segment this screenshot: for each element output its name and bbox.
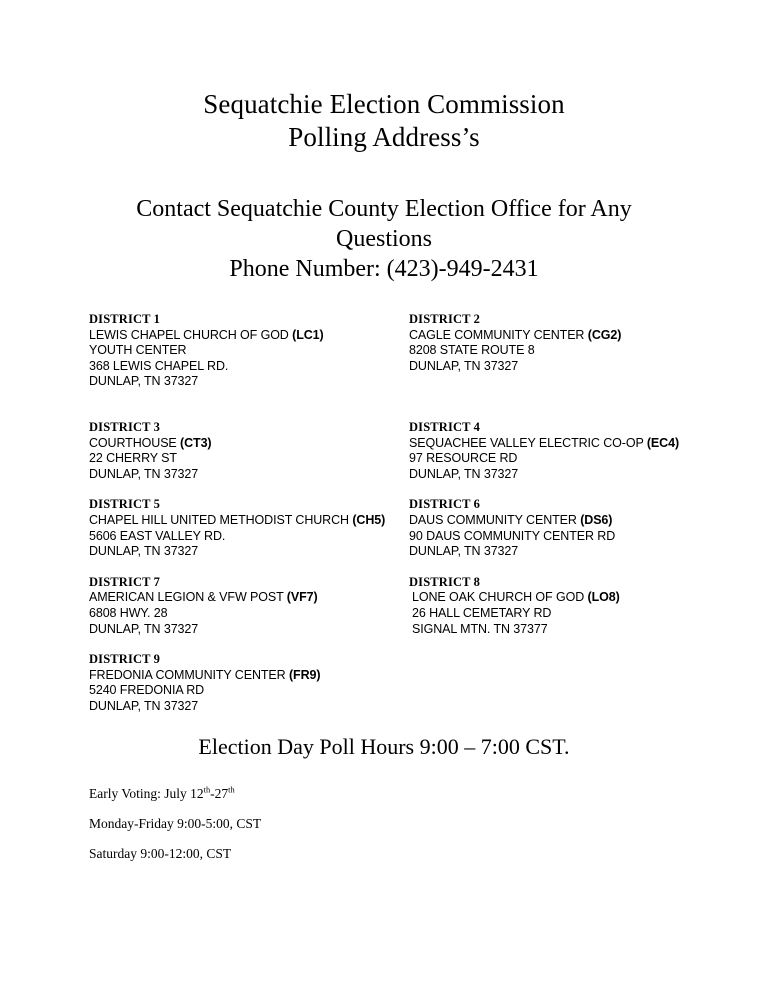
- title-line-2: Polling Address’s: [288, 122, 480, 152]
- district-venue-line: [409, 513, 689, 529]
- district-block-7: [89, 575, 409, 637]
- address-line: YOUTH CENTER: [89, 343, 187, 358]
- venue-name: CAGLE COMMUNITY CENTER: [409, 327, 588, 342]
- address-line: DUNLAP, TN 37327: [89, 466, 199, 481]
- row-spacer: [89, 390, 689, 420]
- saturday-hours: Saturday 9:00-12:00, CST: [89, 846, 232, 861]
- venue-name: FREDONIA COMMUNITY CENTER: [89, 667, 289, 682]
- venue-name: DAUS COMMUNITY CENTER: [409, 512, 581, 527]
- district-column-right: [409, 312, 689, 374]
- district-block-5: [89, 497, 409, 559]
- district-column-left: [89, 312, 409, 390]
- poll-hours-notice: Election Day Poll Hours 9:00 – 7:00 CST.: [198, 734, 570, 759]
- district-venue-line: [409, 436, 689, 452]
- page-title: [84, 88, 684, 154]
- district-heading: DISTRICT 1: [89, 312, 161, 326]
- district-block-2: [409, 312, 689, 374]
- venue-code: (LO8): [587, 590, 620, 605]
- district-column-right: [409, 497, 689, 559]
- district-heading: DISTRICT 6: [409, 497, 481, 512]
- district-row: [89, 497, 689, 559]
- venue-name: CHAPEL HILL UNITED METHODIST CHURCH: [89, 512, 353, 527]
- district-block-4: [409, 420, 689, 482]
- ordinal-suffix: th: [228, 785, 235, 795]
- district-venue-line: [409, 328, 689, 344]
- district-heading: DISTRICT 5: [89, 497, 161, 512]
- district-address: [409, 436, 689, 483]
- district-block-3: [89, 420, 409, 482]
- ordinal-suffix: th: [203, 785, 211, 795]
- address-line: SIGNAL MTN. TN 37377: [412, 621, 548, 636]
- district-address: [89, 590, 409, 637]
- district-column-left: [89, 652, 409, 714]
- district-heading: DISTRICT 3: [89, 419, 161, 434]
- address-line: DUNLAP, TN 37327: [89, 621, 199, 636]
- title-line-1: Sequatchie Election Commission: [203, 89, 565, 119]
- district-block-6: [409, 497, 689, 559]
- venue-code: (CG2): [587, 327, 622, 342]
- district-column-right: [409, 420, 689, 482]
- early-voting-dates: [89, 786, 689, 802]
- district-address: [89, 328, 409, 390]
- address-line: 22 CHERRY ST: [89, 451, 177, 466]
- district-heading: DISTRICT 4: [409, 419, 481, 434]
- address-line: 5240 FREDONIA RD: [89, 683, 205, 698]
- district-row: [89, 312, 689, 390]
- venue-name: LEWIS CHAPEL CHURCH OF GOD: [89, 327, 293, 342]
- address-line: 8208 STATE ROUTE 8: [409, 343, 535, 358]
- district-venue-line: [409, 590, 689, 606]
- district-row: [89, 420, 689, 482]
- district-address: [409, 513, 689, 560]
- address-line: 368 LEWIS CHAPEL RD.: [89, 358, 229, 373]
- district-heading: DISTRICT 7: [89, 574, 161, 589]
- address-line: DUNLAP, TN 37327: [409, 466, 519, 481]
- district-venue-line: [89, 668, 409, 684]
- district-address: [89, 513, 409, 560]
- venue-code: (VF7): [286, 590, 318, 605]
- venue-code: (LC1): [292, 327, 324, 342]
- address-line: 97 RESOURCE RD: [409, 451, 518, 466]
- address-line: DUNLAP, TN 37327: [89, 698, 199, 713]
- contact-phone: Phone Number: (423)-949-2431: [229, 256, 539, 282]
- district-column-left: [89, 497, 409, 559]
- district-venue-line: [89, 436, 409, 452]
- address-line: 90 DAUS COMMUNITY CENTER RD: [409, 528, 616, 543]
- early-voting-block: [89, 786, 689, 862]
- row-spacer: [89, 560, 689, 575]
- row-spacer: [89, 482, 689, 497]
- venue-name: SEQUACHEE VALLEY ELECTRIC CO-OP: [409, 435, 647, 450]
- district-heading: DISTRICT 8: [409, 574, 481, 589]
- venue-code: (DS6): [580, 512, 613, 527]
- district-address: [409, 328, 689, 375]
- venue-code: (CT3): [180, 435, 212, 450]
- district-column-right: [409, 575, 689, 637]
- district-address: [89, 668, 409, 715]
- venue-code: (FR9): [288, 667, 321, 682]
- venue-code: (CH5): [352, 512, 386, 527]
- district-column-left: [89, 575, 409, 637]
- district-block-9: [89, 652, 409, 714]
- district-block-8: [409, 575, 689, 637]
- early-voting-range: -27: [210, 786, 229, 801]
- district-address: [89, 436, 409, 483]
- venue-name: AMERICAN LEGION & VFW POST: [89, 590, 287, 605]
- district-venue-line: [89, 328, 409, 344]
- venue-code: (EC4): [646, 435, 680, 450]
- address-line: 5606 EAST VALLEY RD.: [89, 528, 226, 543]
- row-spacer: [89, 637, 689, 652]
- contact-block: [108, 194, 660, 284]
- district-block-1: [89, 312, 409, 390]
- early-voting-label: Early Voting: July 12: [89, 786, 204, 801]
- address-line: DUNLAP, TN 37327: [89, 374, 199, 389]
- district-venue-line: [89, 590, 409, 606]
- contact-instruction: Contact Sequatchie County Election Office for Any Questions: [136, 196, 632, 252]
- address-line: 6808 HWY. 28: [89, 605, 168, 620]
- district-list: [89, 312, 689, 714]
- district-row: [89, 575, 689, 637]
- district-heading: DISTRICT 2: [409, 312, 481, 326]
- weekday-hours: Monday-Friday 9:00-5:00, CST: [89, 816, 262, 831]
- address-line: DUNLAP, TN 37327: [89, 544, 199, 559]
- district-column-left: [89, 420, 409, 482]
- address-line: 26 HALL CEMETARY RD: [412, 605, 552, 620]
- address-line: DUNLAP, TN 37327: [409, 544, 519, 559]
- district-row: [89, 652, 689, 714]
- venue-name: COURTHOUSE: [89, 435, 181, 450]
- district-heading: DISTRICT 9: [89, 652, 161, 667]
- address-line: DUNLAP, TN 37327: [409, 358, 519, 373]
- district-venue-line: [89, 513, 409, 529]
- district-address: [409, 590, 689, 637]
- venue-name: LONE OAK CHURCH OF GOD: [412, 590, 588, 605]
